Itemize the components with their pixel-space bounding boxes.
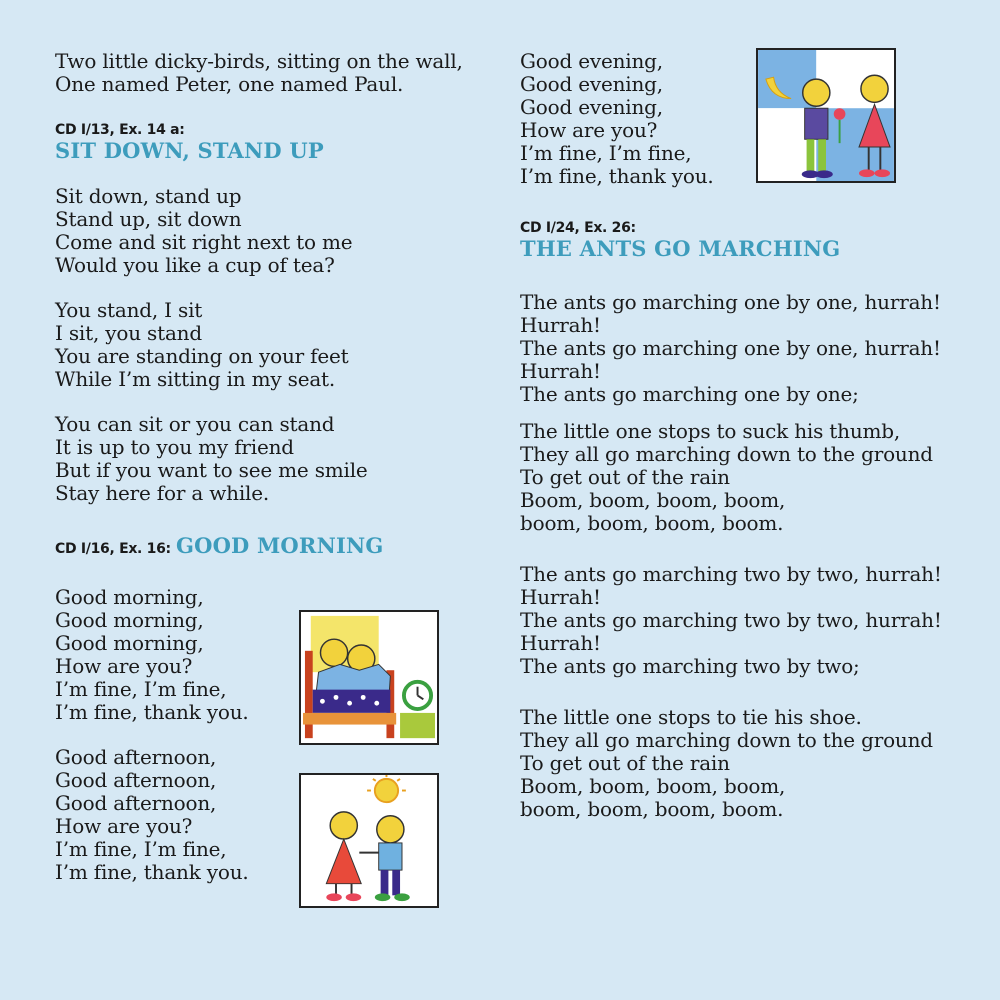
lyric-line: Good morning, xyxy=(55,631,204,655)
lyric-stanza xyxy=(520,291,960,406)
lyric-stanza xyxy=(520,420,960,535)
cd-track-label: CD I/16, Ex. 16: xyxy=(55,541,171,557)
lyric-line: Good afternoon, xyxy=(55,791,217,815)
lyric-line: Good afternoon, xyxy=(55,768,217,792)
lyric-line: One named Peter, one named Paul. xyxy=(55,72,404,96)
lyric-line: Boom, boom, boom, boom, xyxy=(520,488,786,512)
lyric-line: The ants go marching two by two, hurrah! xyxy=(520,562,942,586)
lyric-line: But if you want to see me smile xyxy=(55,458,368,482)
lyric-line: Boom, boom, boom, boom, xyxy=(520,774,786,798)
song-heading xyxy=(520,220,960,261)
lyric-stanza xyxy=(55,299,475,391)
intro-stanza xyxy=(55,50,475,96)
lyric-line: The ants go marching one by one; xyxy=(520,382,859,406)
lyric-line: I’m fine, I’m fine, xyxy=(55,837,227,861)
lyric-line: It is up to you my friend xyxy=(55,435,294,459)
lyric-line: They all go marching down to the ground xyxy=(520,442,933,466)
lyric-line: I sit, you stand xyxy=(55,321,202,345)
lyric-stanza xyxy=(55,185,475,277)
lyric-line: Good evening, xyxy=(520,72,663,96)
lyric-line: Hurrah! xyxy=(520,313,601,337)
lyric-line: The ants go marching one by one, hurrah! xyxy=(520,290,941,314)
kids-sun-drawing xyxy=(301,775,437,906)
song-heading xyxy=(55,533,475,558)
song-title: GOOD MORNING xyxy=(175,533,384,558)
lyric-line: You can sit or you can stand xyxy=(55,412,335,436)
kids-evening-drawing xyxy=(758,50,894,181)
bed-morning-illustration xyxy=(299,610,439,745)
lyric-line: To get out of the rain xyxy=(520,465,730,489)
lyric-line: Good afternoon, xyxy=(55,745,217,769)
lyric-line: Hurrah! xyxy=(520,631,601,655)
lyric-stanza xyxy=(55,413,475,505)
song-title: SIT DOWN, STAND UP xyxy=(55,138,324,163)
lyric-line: I’m fine, thank you. xyxy=(55,860,249,884)
lyric-line: Come and sit right next to me xyxy=(55,230,353,254)
lyric-line: To get out of the rain xyxy=(520,751,730,775)
lyric-line: Good morning, xyxy=(55,585,204,609)
lyric-line: You are standing on your feet xyxy=(55,344,349,368)
lyric-line: boom, boom, boom, boom. xyxy=(520,797,784,821)
lyric-line: Hurrah! xyxy=(520,585,601,609)
lyric-line: While I’m sitting in my seat. xyxy=(55,367,336,391)
lyric-line: How are you? xyxy=(55,814,193,838)
cd-track-label: CD I/24, Ex. 26: xyxy=(520,220,636,236)
song-title: THE ANTS GO MARCHING xyxy=(520,236,841,261)
lyric-line: Two little dicky-birds, sitting on the wall, xyxy=(55,49,463,73)
lyric-line: Good evening, xyxy=(520,49,663,73)
lyric-line: Sit down, stand up xyxy=(55,184,242,208)
lyric-line: The little one stops to tie his shoe. xyxy=(520,705,862,729)
lyric-line: boom, boom, boom, boom. xyxy=(520,511,784,535)
lyric-line: I’m fine, I’m fine, xyxy=(55,677,227,701)
lyric-line: They all go marching down to the ground xyxy=(520,728,933,752)
lyric-line: How are you? xyxy=(520,118,658,142)
lyric-line: You stand, I sit xyxy=(55,298,203,322)
lyric-stanza xyxy=(520,563,960,678)
lyric-line: I’m fine, thank you. xyxy=(55,700,249,724)
lyric-line: I’m fine, thank you. xyxy=(520,164,714,188)
lyric-line: Good morning, xyxy=(55,608,204,632)
lyric-line: Hurrah! xyxy=(520,359,601,383)
lyric-line: Stand up, sit down xyxy=(55,207,242,231)
lyric-line: The ants go marching one by one, hurrah! xyxy=(520,336,941,360)
kids-evening-illustration xyxy=(756,48,896,183)
lyric-stanza xyxy=(520,706,960,821)
lyric-line: The ants go marching two by two, hurrah! xyxy=(520,608,942,632)
lyric-line: Good evening, xyxy=(520,95,663,119)
lyric-line: How are you? xyxy=(55,654,193,678)
song-heading xyxy=(55,122,475,163)
cd-track-label: CD I/13, Ex. 14 a: xyxy=(55,122,185,138)
lyric-line: The ants go marching two by two; xyxy=(520,654,860,678)
lyric-line: Stay here for a while. xyxy=(55,481,270,505)
lyric-line: I’m fine, I’m fine, xyxy=(520,141,692,165)
lyric-line: The little one stops to suck his thumb, xyxy=(520,419,901,443)
lyric-line: Would you like a cup of tea? xyxy=(55,253,335,277)
kids-sun-illustration xyxy=(299,773,439,908)
bed-morning-drawing xyxy=(301,612,437,743)
